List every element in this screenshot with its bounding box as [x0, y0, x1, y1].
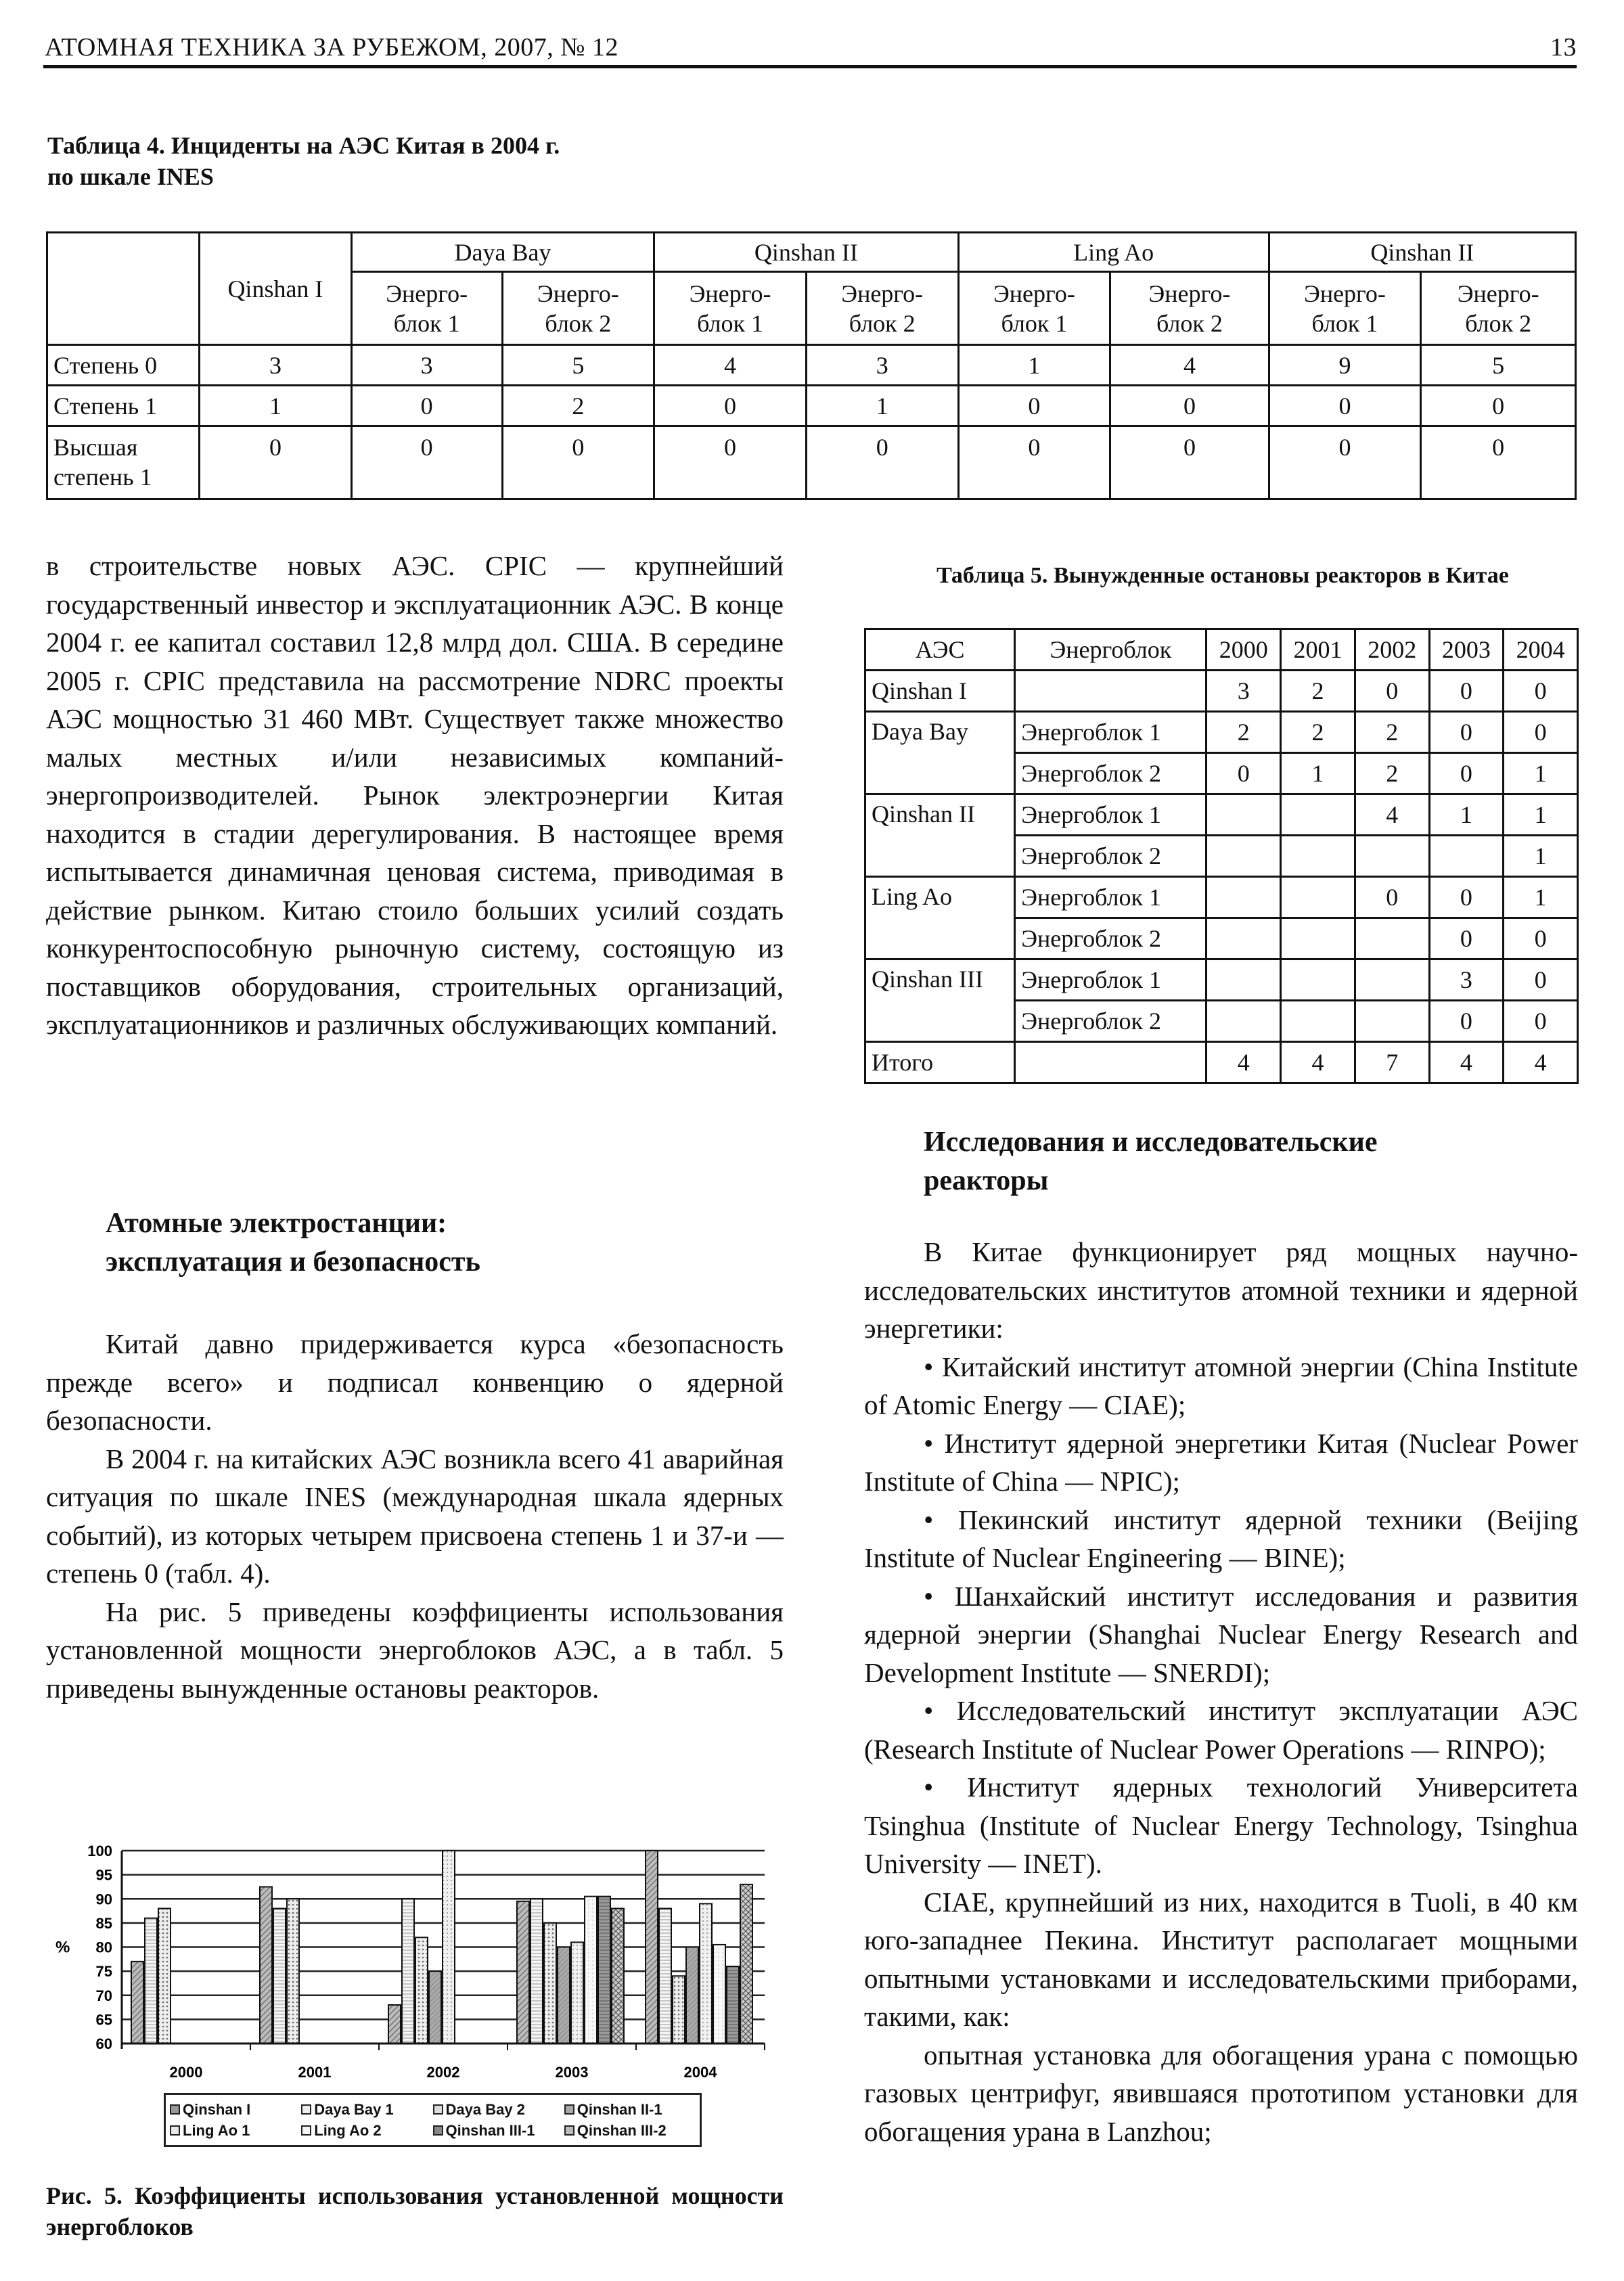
section-heading-npp [46, 1204, 784, 1282]
table4-unit-header: Энерго- блок 2 [1110, 272, 1269, 345]
cell: 2 [1355, 753, 1429, 794]
cell: 1 [1281, 753, 1355, 794]
cell [1355, 1001, 1429, 1042]
unit-cell: Энергоблок 2 [1015, 753, 1206, 794]
cell: 0 [351, 426, 502, 499]
cell: 0 [1421, 386, 1576, 426]
x-tick-label: 2004 [683, 2064, 717, 2081]
cell: 4 [1355, 794, 1429, 836]
column-header: 2002 [1355, 629, 1429, 671]
unit-cell: Энергоблок 1 [1015, 877, 1206, 918]
journal-title: АТОМНАЯ ТЕХНИКА ЗА РУБЕЖОМ, 2007, № 12 [45, 33, 619, 62]
bar [131, 1962, 143, 2043]
y-tick-label: 80 [95, 1939, 112, 1956]
legend-label: Ling Ao 1 [183, 2121, 250, 2139]
unit-cell: Энергоблок 1 [1015, 794, 1206, 836]
legend-label: Daya Bay 2 [445, 2100, 525, 2118]
cell: 5 [1421, 345, 1576, 386]
chart-legend [164, 2093, 702, 2147]
table5-caption: Таблица 5. Вынужденные остановы реакторов в Китае [937, 563, 1509, 588]
table4-unit-header: Энерго- блок 1 [1269, 272, 1421, 345]
plant-cell: Итого [865, 1042, 1015, 1083]
bar [517, 1901, 529, 2043]
cell [1206, 918, 1281, 959]
bar [673, 1976, 685, 2043]
cell [1206, 1001, 1281, 1042]
bar [415, 1937, 428, 2043]
left-column-text [46, 547, 784, 1044]
cell: 1 [958, 345, 1110, 386]
cell: 4 [1281, 1042, 1355, 1083]
heading-line: эксплуатация и безопасность [106, 1246, 480, 1278]
y-tick-label: 90 [95, 1891, 112, 1908]
unit-cell: Энергоблок 2 [1015, 1001, 1206, 1042]
section-heading-research [864, 1123, 1578, 1200]
cell: 0 [1206, 753, 1281, 794]
table-row [47, 345, 1576, 386]
plant-cell: Qinshan I [865, 671, 1015, 712]
bar [612, 1909, 624, 2044]
paragraph: в строительстве новых АЭС. CPIC — крупнейший государственный инвестор и эксплуатационник АЭС. В конце 2004 г. ее капитал составил 12,8 млрд дол. США. В середине 2005 г. CPIC представила на рассмотрение NDRC проекты АЭС мощностью 31 460 МВт. Существует также множество малых местных и/или независимых компаний-энергопроизводителей. Рынок электроэнергии Китая находится в стадии дерегулирования. В настоящее время испытывается динамичная ценовая система, приводимая в действие рынком. Китаю стоило больших усилий создать конкурентоспособную рыночную систему, состоящую из поставщиков оборудования, строительных организаций, эксплуатационников и различных обслуживающих компаний. [46, 550, 784, 1040]
cell: 1 [806, 386, 958, 426]
table4-caption [47, 130, 792, 192]
bar [686, 1947, 698, 2044]
cell [1206, 836, 1281, 877]
cell [1355, 836, 1429, 877]
cell: 4 [1429, 1042, 1504, 1083]
cell: 2 [1355, 712, 1429, 753]
cell: 0 [1504, 712, 1578, 753]
paragraph: На рис. 5 приведены коэффициенты использования установленной мощности энергоблоков АЭС, а в табл. 5 приведены вынужденные остановы реакторов. [46, 1596, 784, 1704]
table-row [865, 877, 1578, 918]
cell: 0 [200, 426, 352, 499]
column-header: 2000 [1206, 629, 1281, 671]
cell: 0 [1429, 753, 1504, 794]
table4-unit-header: Энерго- блок 1 [958, 272, 1110, 345]
heading-line: реакторы [924, 1165, 1049, 1196]
cell: 3 [200, 345, 352, 386]
table4-plant-header: Qinshan I [200, 233, 352, 345]
running-head [45, 27, 1577, 69]
column-header: 2004 [1504, 629, 1578, 671]
cell: 0 [1504, 959, 1578, 1001]
bar [727, 1966, 739, 2043]
bar [598, 1897, 610, 2043]
legend-label: Qinshan III-1 [445, 2121, 535, 2139]
legend-item [170, 2120, 301, 2141]
right-column-text [864, 1233, 1578, 2150]
y-tick-label: 100 [87, 1843, 112, 1859]
cell: 1 [200, 386, 352, 426]
cell: 2 [1206, 712, 1281, 753]
cell: 0 [1269, 386, 1421, 426]
table4-caption-line2: по шкале INES [47, 163, 214, 190]
bar [740, 1884, 752, 2043]
legend-item [564, 2120, 696, 2141]
table4-plant-header: Daya Bay [351, 233, 654, 272]
bar [646, 1851, 658, 2043]
cell: 0 [1269, 426, 1421, 499]
cell [1281, 1001, 1355, 1042]
unit-cell [1015, 671, 1206, 712]
legend-swatch-icon [301, 2104, 311, 2115]
legend-label: Qinshan III-2 [577, 2121, 667, 2139]
table-total-row [865, 1042, 1578, 1083]
cell: 0 [351, 386, 502, 426]
cell [1281, 836, 1355, 877]
x-tick-label: 2002 [426, 2064, 460, 2081]
cell: 0 [1421, 426, 1576, 499]
bar [558, 1947, 570, 2044]
bar [158, 1909, 171, 2044]
cell: 0 [958, 426, 1110, 499]
table4-unit-header: Энерго- блок 1 [654, 272, 807, 345]
cell: 0 [502, 426, 654, 499]
cell: 0 [1429, 1001, 1504, 1042]
cell: 3 [1429, 959, 1504, 1001]
table5-forced-outages [864, 628, 1579, 1084]
cell [1206, 877, 1281, 918]
list-item: • Институт ядерных технологий Университета Tsinghua (Institute of Nuclear Energy Technology, Tsinghua University — INET). [864, 1771, 1578, 1879]
heading-line: Атомные электростанции: [106, 1208, 447, 1239]
y-tick-label: 75 [95, 1963, 112, 1981]
plant-cell: Qinshan III [865, 959, 1015, 1042]
legend-item [170, 2099, 301, 2120]
legend-label: Daya Bay 1 [314, 2100, 394, 2118]
cell: 4 [1206, 1042, 1281, 1083]
cell: 0 [1110, 386, 1269, 426]
legend-swatch-icon [564, 2104, 574, 2115]
cell: 1 [1504, 753, 1578, 794]
cell: 9 [1269, 345, 1421, 386]
row-label: Степень 1 [47, 386, 200, 426]
legend-item [433, 2120, 564, 2141]
legend-item [301, 2099, 432, 2120]
legend-label: Qinshan I [183, 2100, 251, 2118]
unit-cell: Энергоблок 2 [1015, 918, 1206, 959]
table-row [47, 426, 1576, 499]
table4-ines-incidents [46, 231, 1577, 500]
figure5-caption: Рис. 5. Коэффициенты использования установленной мощности энергоблоков [46, 2182, 784, 2240]
paragraph: опытная установка для обогащения урана с помощью газовых центрифуг, явившаяся прототипом установки для обогащения урана в Lanzhou; [864, 2039, 1578, 2147]
chart-canvas [47, 1834, 785, 2084]
unit-cell: Энергоблок 2 [1015, 836, 1206, 877]
cell: 0 [1110, 426, 1269, 499]
table4-plant-header: Qinshan II [654, 233, 958, 272]
paragraph: CIAE, крупнейший из них, находится в Tuoli, в 40 км юго-западнее Пекина. Институт располагает мощными опытными установками и исследовательскими приборами, такими, как: [864, 1886, 1578, 2032]
legend-label: Ling Ao 2 [314, 2121, 382, 2139]
cell: 1 [1504, 877, 1578, 918]
cell: 4 [654, 345, 807, 386]
table-row [47, 386, 1576, 426]
cell: 4 [1504, 1042, 1578, 1083]
list-item: • Пекинский институт ядерной техники (Beijing Institute of Nuclear Engineering — BINE); [864, 1504, 1578, 1573]
legend-item [433, 2099, 564, 2120]
cell: 0 [1504, 1001, 1578, 1042]
cell: 0 [1429, 671, 1504, 712]
cell: 3 [351, 345, 502, 386]
cell [1281, 794, 1355, 836]
unit-cell: Энергоблок 1 [1015, 959, 1206, 1001]
cell: 0 [1355, 671, 1429, 712]
header-rule [43, 65, 1577, 68]
cell: 2 [1281, 712, 1355, 753]
cell: 2 [1281, 671, 1355, 712]
table4-unit-header: Энерго- блок 2 [1421, 272, 1576, 345]
y-axis-label: % [55, 1938, 70, 1957]
bar [402, 1899, 414, 2043]
cell: 1 [1504, 836, 1578, 877]
legend-swatch-icon [170, 2125, 180, 2136]
legend-swatch-icon [301, 2125, 311, 2136]
cell: 0 [1355, 877, 1429, 918]
unit-cell: Энергоблок 1 [1015, 712, 1206, 753]
y-tick-label: 70 [95, 1987, 112, 2004]
table4-caption-line1: Таблица 4. Инциденты на АЭС Китая в 2004 г. [47, 132, 560, 159]
cell: 4 [1110, 345, 1269, 386]
y-tick-label: 65 [95, 2011, 112, 2029]
cell: 2 [502, 386, 654, 426]
heading-line: Исследования и исследовательские [924, 1127, 1378, 1158]
cell: 1 [1504, 794, 1578, 836]
bar [273, 1909, 286, 2044]
cell [1281, 877, 1355, 918]
bar [700, 1903, 712, 2043]
table4-unit-header: Энерго- блок 2 [806, 272, 958, 345]
table4-plant-header: Ling Ao [958, 233, 1269, 272]
row-label: Степень 0 [47, 345, 200, 386]
left-column-text-2 [46, 1325, 784, 1707]
table4-unit-header: Энерго- блок 1 [351, 272, 502, 345]
column-header: АЭС [865, 629, 1015, 671]
y-tick-label: 85 [95, 1914, 112, 1932]
list-item: • Исследовательский институт эксплуатации АЭС (Research Institute of Nuclear Power Operations — RINPO); [864, 1695, 1578, 1765]
bar [585, 1897, 597, 2043]
bar [145, 1918, 157, 2043]
bar [388, 2005, 401, 2043]
cell: 0 [1429, 877, 1504, 918]
plant-cell: Qinshan II [865, 794, 1015, 877]
table-row [865, 712, 1578, 753]
table4-plant-header: Qinshan II [1269, 233, 1575, 272]
cell: 0 [1504, 918, 1578, 959]
table-row [865, 959, 1578, 1001]
cell: 0 [806, 426, 958, 499]
bar [429, 1971, 441, 2043]
paragraph: В 2004 г. на китайских АЭС возникла всего 41 аварийная ситуация по шкале INES (международная шкала ядерных событий), из которых четырем присвоена степень 1 и 37-и — степень 0 (табл. 4). [46, 1443, 784, 1589]
column-header: Энергоблок [1015, 629, 1206, 671]
cell: 0 [654, 386, 807, 426]
cell: 1 [1429, 794, 1504, 836]
cell [1281, 959, 1355, 1001]
table4-unit-header: Энерго- блок 2 [502, 272, 654, 345]
list-item: • Китайский институт атомной энергии (China Institute of Atomic Energy — CIAE); [864, 1351, 1578, 1420]
column-header: 2003 [1429, 629, 1504, 671]
bar [544, 1923, 556, 2043]
cell [1281, 918, 1355, 959]
y-tick-label: 60 [95, 2035, 112, 2052]
cell [1429, 836, 1504, 877]
cell [1206, 794, 1281, 836]
x-tick-label: 2003 [555, 2064, 589, 2081]
cell [1355, 959, 1429, 1001]
column-header: 2001 [1281, 629, 1355, 671]
bar [287, 1899, 299, 2043]
bar [531, 1899, 543, 2043]
cell: 3 [1206, 671, 1281, 712]
page-number: 13 [1550, 33, 1577, 62]
paragraph: Китай давно придерживается курса «безопасность прежде всего» и подписал конвенцию о ядерной безопасности. [46, 1328, 784, 1436]
cell: 0 [654, 426, 807, 499]
cell: 7 [1355, 1042, 1429, 1083]
cell: 0 [1429, 712, 1504, 753]
list-item: • Институт ядерной энергетики Китая (Nuclear Power Institute of China — NPIC); [864, 1427, 1578, 1497]
unit-cell [1015, 1042, 1206, 1083]
table4-corner [47, 233, 200, 345]
bar [713, 1945, 725, 2043]
plant-cell: Daya Bay [865, 712, 1015, 794]
x-tick-label: 2000 [169, 2064, 203, 2081]
table-row [865, 671, 1578, 712]
legend-swatch-icon [433, 2125, 443, 2136]
y-tick-label: 95 [95, 1866, 112, 1884]
cell: 5 [502, 345, 654, 386]
cell: 0 [1429, 918, 1504, 959]
paragraph: В Китае функционирует ряд мощных научно-исследовательских институтов атомной техники и ядерной энергетики: [864, 1236, 1578, 1344]
legend-label: Qinshan II-1 [577, 2100, 662, 2118]
cell: 3 [806, 345, 958, 386]
bar [260, 1887, 272, 2043]
row-label: Высшая степень 1 [47, 426, 200, 499]
cell [1355, 918, 1429, 959]
bar [571, 1942, 583, 2043]
table-row [865, 794, 1578, 836]
cell [1206, 959, 1281, 1001]
table-header-row [865, 629, 1578, 671]
legend-item [564, 2099, 696, 2120]
legend-swatch-icon [433, 2104, 443, 2115]
legend-swatch-icon [564, 2125, 574, 2136]
legend-swatch-icon [170, 2104, 180, 2115]
x-tick-label: 2001 [298, 2064, 332, 2081]
cell: 0 [1504, 671, 1578, 712]
list-item: • Шанхайский институт исследования и развития ядерной энергии (Shanghai Nuclear Energy Research and Development Institute — SNERDI); [864, 1580, 1578, 1688]
bar [443, 1851, 455, 2043]
bar [659, 1909, 671, 2044]
cell: 0 [958, 386, 1110, 426]
plant-cell: Ling Ao [865, 877, 1015, 959]
legend-item [301, 2120, 432, 2141]
